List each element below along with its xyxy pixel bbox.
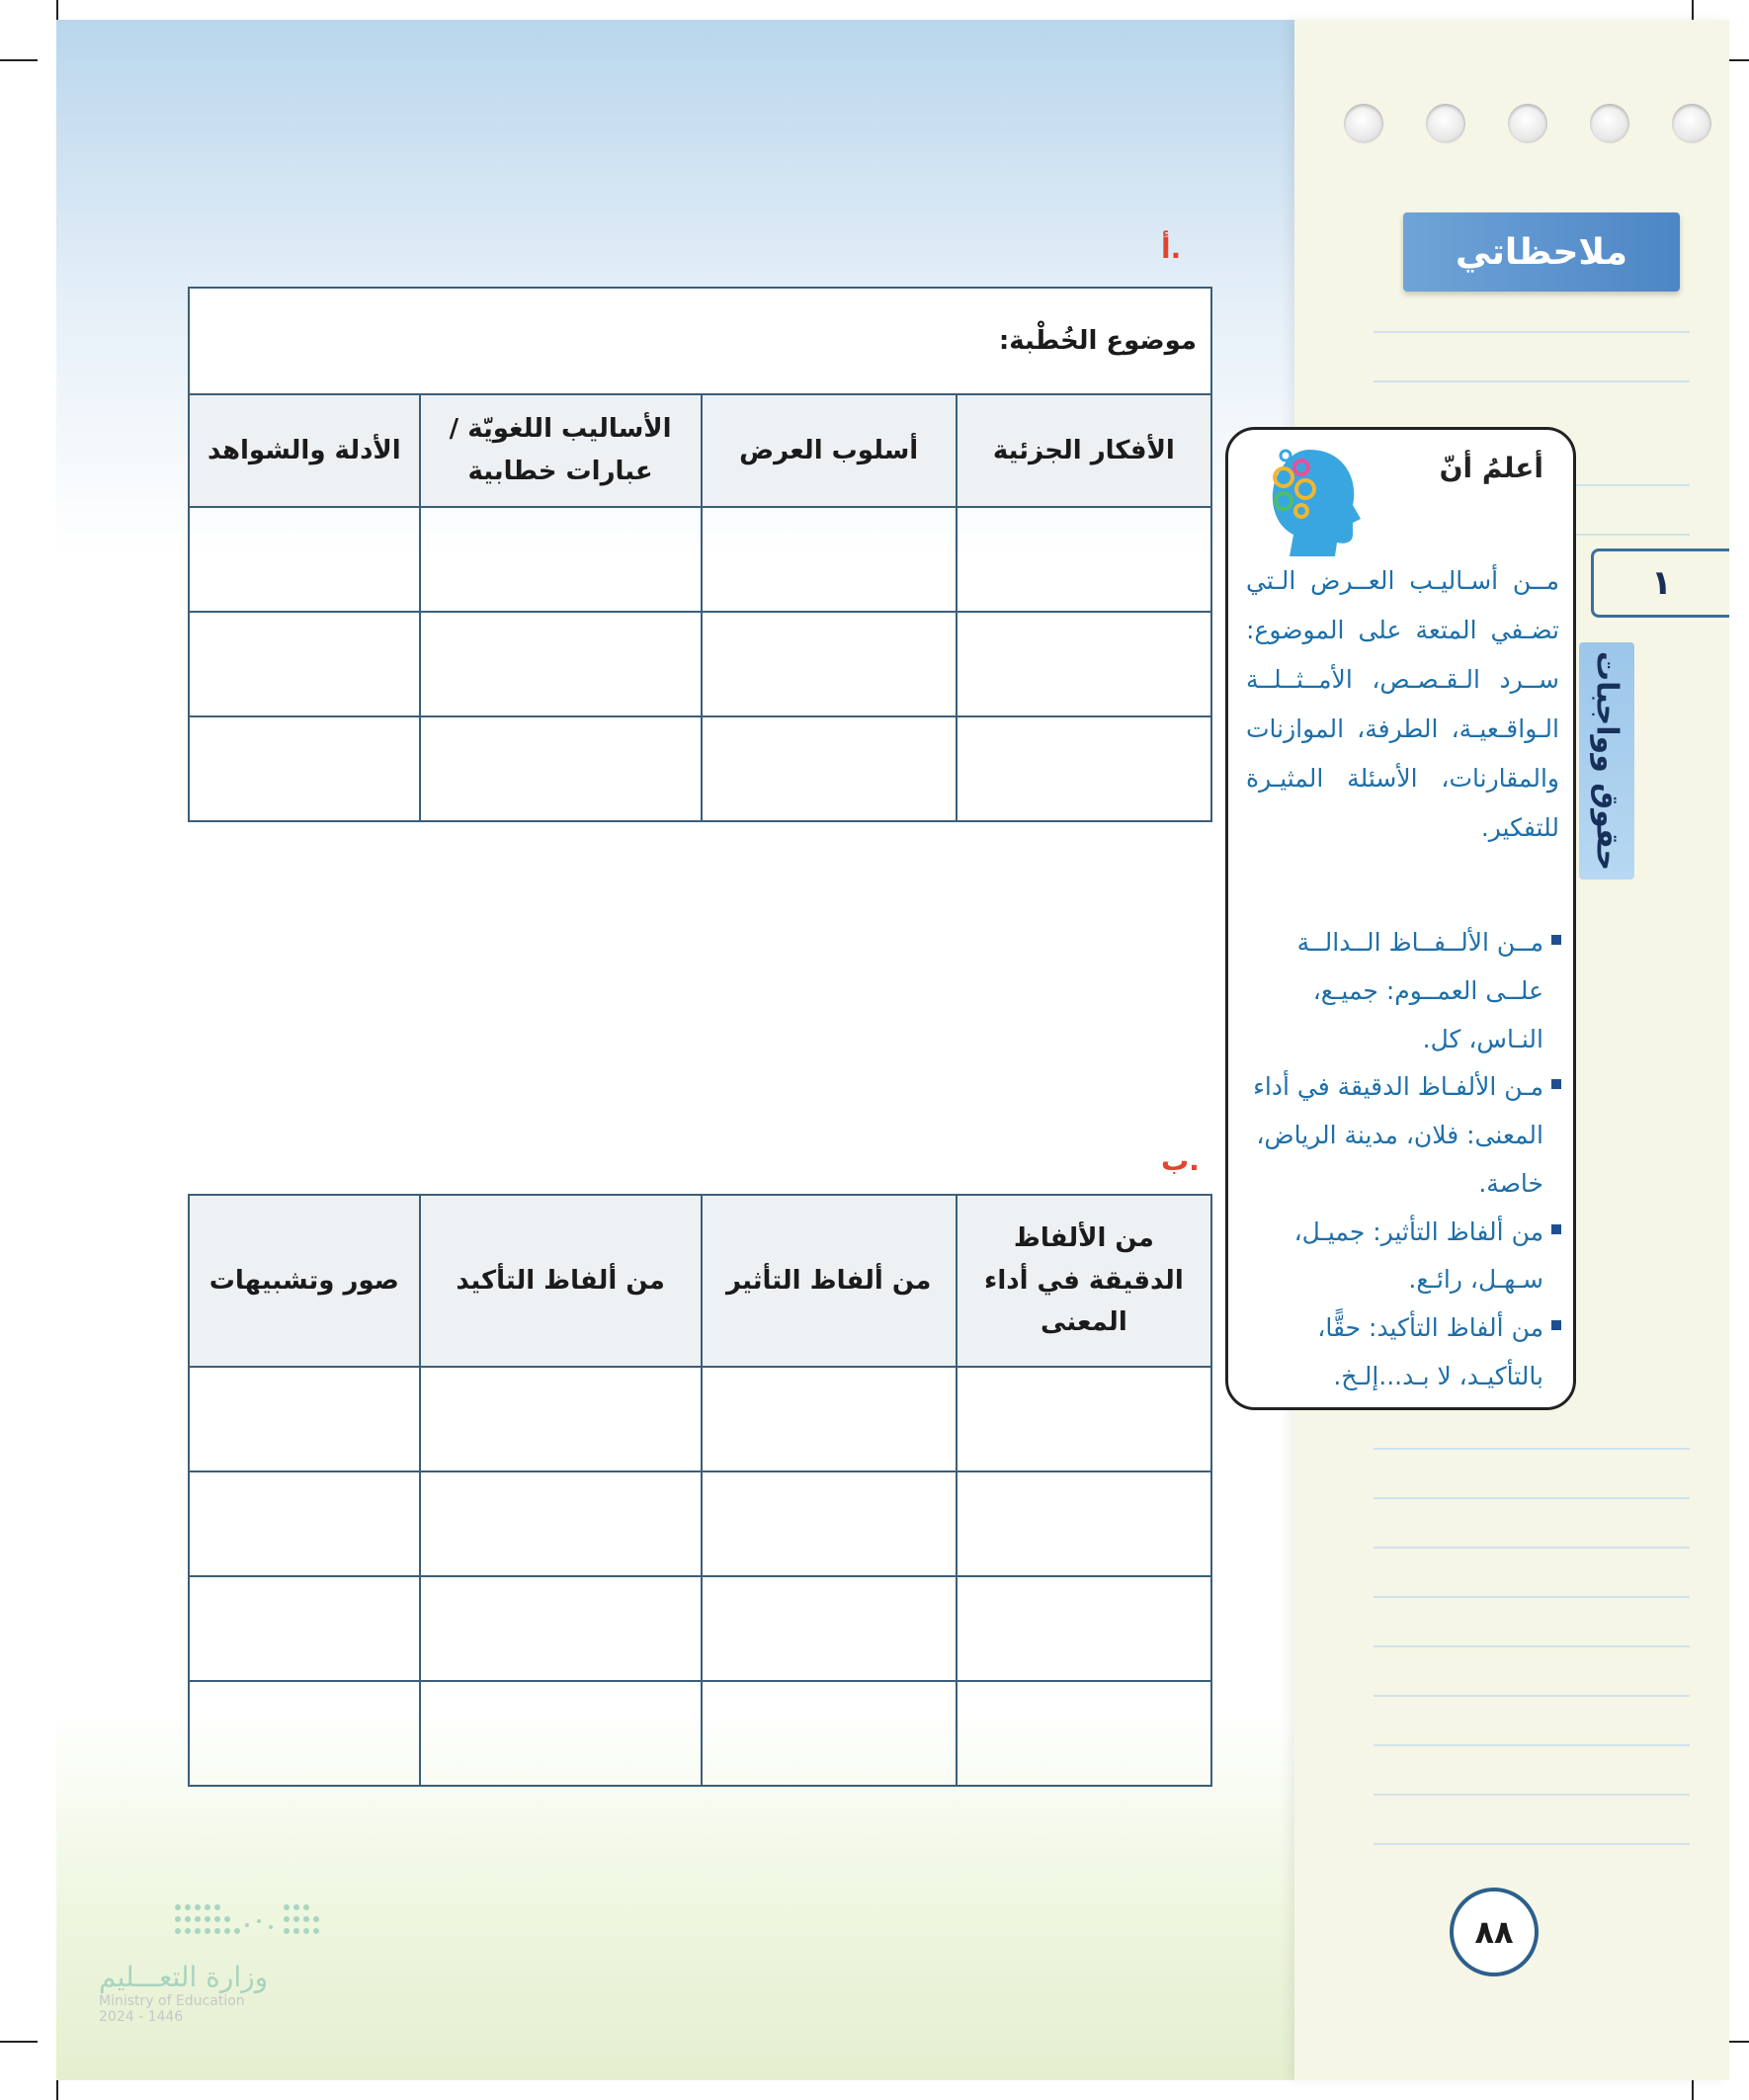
- binder-hole-icon: [1590, 104, 1629, 143]
- list-item: من ألفاظ التأكيد: حقًّا، بالتأكيـد، لا بـد...إلـخ.: [1242, 1304, 1561, 1401]
- list-item: مـن الألفـاظ الدقيقة في أداء المعنى: فلان، مدينة الرياض، خاصة.: [1242, 1063, 1561, 1208]
- info-bullets: [1242, 919, 1561, 1401]
- unit-ribbon: [1579, 642, 1634, 880]
- topic-label: موضوع الخُطْبة:: [998, 325, 1197, 356]
- info-title: أعلمُ أنّ: [1439, 452, 1543, 484]
- table-row: [189, 612, 1211, 716]
- answer-cell[interactable]: [420, 716, 702, 821]
- answer-cell[interactable]: [702, 1471, 957, 1576]
- header-cell: من الألفاظ الدقيقة في أداء المعنى: [957, 1195, 1211, 1367]
- answer-cell[interactable]: [420, 1471, 702, 1576]
- crop-mark: [56, 2080, 58, 2100]
- table-row: [189, 1367, 1211, 1471]
- answer-cell[interactable]: [702, 1681, 957, 1786]
- answer-cell[interactable]: [420, 1576, 702, 1681]
- answer-cell[interactable]: [189, 1471, 420, 1576]
- answer-cell[interactable]: [702, 507, 957, 612]
- info-box: [1225, 427, 1576, 1410]
- list-item: من ألفاظ التأثير: جميـل، سـهـل، رائـع.: [1242, 1209, 1561, 1305]
- answer-cell[interactable]: [189, 1681, 420, 1786]
- topic-cell[interactable]: [189, 288, 1211, 394]
- header-cell: الأفكار الجزئية: [957, 394, 1211, 507]
- section-a-label: أ.: [1161, 232, 1182, 265]
- binder-hole-icon: [1508, 104, 1547, 143]
- header-cell: الأدلة والشواهد: [189, 394, 420, 507]
- answer-cell[interactable]: [189, 612, 420, 716]
- answer-cell[interactable]: [957, 716, 1211, 821]
- section-b-table: [188, 1194, 1212, 1787]
- logo-arabic: وزارة التعـــليم: [99, 1961, 269, 1993]
- vision-dots-icon: [168, 1897, 395, 1957]
- answer-cell[interactable]: [420, 1367, 702, 1471]
- answer-cell[interactable]: [189, 1576, 420, 1681]
- info-paragraph: مــن أسـاليـب العــرض الـتي تضـفي المتعة على الموضوع: ســرد الـقـصـص، الأمــثــلــة الـواقـعيـة، الطرفة، الموازنات والمقارنات، الأسئلة المثيـرة للتفكير.: [1246, 566, 1559, 842]
- crop-mark: [56, 0, 58, 20]
- header-cell: أسلوب العرض: [702, 394, 957, 507]
- head-gears-icon: [1250, 440, 1369, 562]
- unit-number: ١: [1591, 548, 1729, 618]
- answer-cell[interactable]: [702, 716, 957, 821]
- answer-cell[interactable]: [702, 612, 957, 716]
- answer-cell[interactable]: [189, 716, 420, 821]
- table-row: [189, 1471, 1211, 1576]
- table-row: [189, 716, 1211, 821]
- answer-cell[interactable]: [189, 507, 420, 612]
- answer-cell[interactable]: [420, 507, 702, 612]
- header-cell: من ألفاظ التأثير: [702, 1195, 957, 1367]
- answer-cell[interactable]: [702, 1367, 957, 1471]
- table-row: [189, 1681, 1211, 1786]
- section-a-table: [188, 287, 1212, 822]
- answer-cell[interactable]: [702, 1576, 957, 1681]
- answer-cell[interactable]: [957, 1471, 1211, 1576]
- answer-cell[interactable]: [189, 1367, 420, 1471]
- binder-hole-icon: [1426, 104, 1465, 143]
- crop-mark: [0, 59, 38, 61]
- page-number: ٨٨: [1450, 1888, 1539, 1976]
- header-cell: صور وتشبيهات: [189, 1195, 420, 1367]
- answer-cell[interactable]: [957, 507, 1211, 612]
- table-row: [189, 1576, 1211, 1681]
- binder-hole-icon: [1672, 104, 1711, 143]
- table-row: [189, 507, 1211, 612]
- answer-cell[interactable]: [420, 1681, 702, 1786]
- crop-mark: [1692, 0, 1694, 20]
- answer-cell[interactable]: [420, 612, 702, 716]
- answer-cell[interactable]: [957, 1367, 1211, 1471]
- crop-mark: [0, 2041, 38, 2043]
- crop-mark: [1692, 2080, 1694, 2100]
- binder-hole-icon: [1344, 104, 1383, 143]
- logo-english: Ministry of Education: [99, 1993, 245, 2009]
- notes-tab: ملاحظاتي: [1403, 212, 1680, 292]
- header-cell: من ألفاظ التأكيد: [420, 1195, 702, 1367]
- unit-title: حقوق وواجبات: [1589, 650, 1624, 872]
- answer-cell[interactable]: [957, 612, 1211, 716]
- ministry-logo: [99, 1897, 395, 2025]
- header-cell: الأساليب اللغويّة / عبارات خطابية: [420, 394, 702, 507]
- logo-year: 2024 - 1446: [99, 2009, 184, 2025]
- list-item: مــن الألــفــاظ الــدالــة علــى العمــوم: جميـع، النـاس، كل.: [1242, 919, 1561, 1063]
- answer-cell[interactable]: [957, 1576, 1211, 1681]
- answer-cell[interactable]: [957, 1681, 1211, 1786]
- section-b-label: ب.: [1161, 1144, 1200, 1177]
